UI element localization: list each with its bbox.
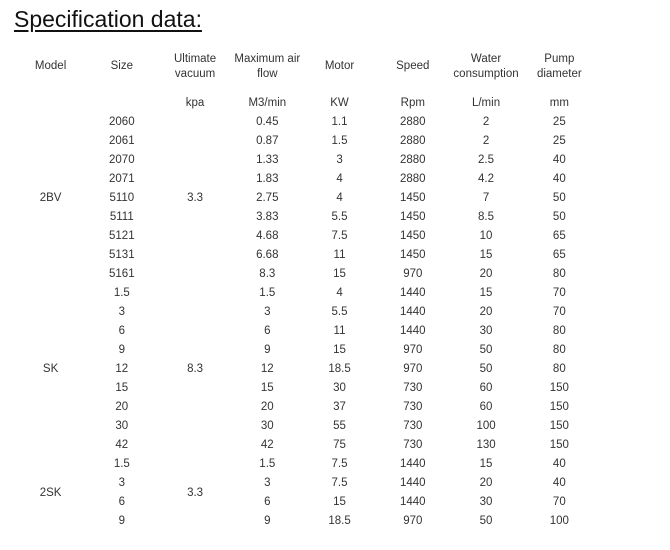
- cell-water-consumption: 15: [479, 458, 493, 470]
- cell-motor: 3: [336, 154, 343, 166]
- cell-water-consumption: 20: [479, 477, 493, 489]
- model-cell: 2SK: [39, 486, 62, 499]
- cell-size: 5111: [109, 211, 134, 223]
- cell-max-air-flow: 6: [264, 325, 271, 337]
- cell-size: 2061: [109, 135, 135, 147]
- cell-max-air-flow: 0.87: [256, 135, 279, 147]
- cell-size: 3: [118, 306, 126, 318]
- cell-motor: 1.1: [331, 116, 348, 128]
- cell-water-consumption: 4.2: [478, 173, 495, 185]
- cell-speed: 1440: [399, 325, 426, 337]
- cell-motor: 55: [333, 420, 346, 432]
- unit-size: [85, 94, 158, 113]
- table-row: [16, 189, 596, 208]
- cell-pump-diameter: 70: [552, 287, 566, 299]
- cell-max-air-flow: 0.45: [256, 116, 279, 128]
- table-row: [16, 246, 596, 265]
- cell-motor: 5.5: [331, 306, 348, 318]
- cell-size: 9: [118, 515, 126, 527]
- cell-water-consumption: 20: [479, 268, 493, 280]
- cell-max-air-flow: 1.33: [256, 154, 279, 166]
- table-row: [16, 398, 596, 417]
- cell-max-air-flow: 3: [264, 306, 271, 318]
- cell-size: 15: [115, 382, 129, 394]
- cell-motor: 7.5: [331, 458, 348, 470]
- cell-pump-diameter: 150: [549, 382, 569, 394]
- cell-size: 1.5: [113, 458, 130, 470]
- cell-pump-diameter: 100: [549, 515, 569, 527]
- cell-pump-diameter: 65: [552, 249, 566, 261]
- cell-pump-diameter: 40: [552, 458, 566, 470]
- cell-speed: 1450: [399, 211, 426, 223]
- cell-motor: 7.5: [331, 230, 348, 242]
- cell-speed: 970: [403, 268, 423, 280]
- cell-speed: 730: [403, 420, 423, 432]
- cell-max-air-flow: 8.3: [259, 268, 276, 280]
- cell-speed: 730: [403, 401, 423, 413]
- cell-speed: 970: [403, 344, 423, 356]
- cell-size: 2070: [109, 154, 135, 166]
- cell-speed: 970: [403, 515, 423, 527]
- cell-motor: 75: [333, 439, 346, 451]
- cell-size: 2071: [109, 173, 135, 185]
- ultimate-vacuum-cell: 8.3: [187, 363, 204, 375]
- cell-water-consumption: 2.5: [478, 154, 495, 166]
- cell-pump-diameter: 50: [552, 192, 566, 204]
- header-size: Size: [110, 60, 133, 72]
- cell-motor: 11: [333, 325, 346, 337]
- table-row: [16, 493, 596, 512]
- cell-speed: 2880: [399, 154, 426, 166]
- cell-size: 3: [118, 477, 126, 489]
- cell-pump-diameter: 150: [549, 420, 569, 432]
- table-row: [16, 284, 596, 303]
- table-row: [16, 379, 596, 398]
- ultimate-vacuum-cell: 3.3: [187, 192, 204, 204]
- cell-size: 6: [118, 496, 126, 508]
- cell-pump-diameter: 40: [552, 477, 566, 489]
- cell-motor: 18.5: [328, 515, 351, 527]
- cell-speed: 2880: [399, 135, 426, 147]
- cell-water-consumption: 8.5: [478, 211, 495, 223]
- header-model: Model: [34, 60, 67, 72]
- unit-vacuum: kpa: [185, 97, 205, 109]
- cell-max-air-flow: 20: [260, 401, 274, 413]
- cell-motor: 4: [336, 287, 343, 299]
- table-row: [16, 132, 596, 151]
- cell-pump-diameter: 80: [552, 344, 566, 356]
- cell-motor: 30: [333, 382, 346, 394]
- cell-motor: 1.5: [331, 135, 348, 147]
- table-row: [16, 455, 596, 474]
- cell-max-air-flow: 6.68: [256, 249, 279, 261]
- cell-water-consumption: 10: [479, 230, 493, 242]
- cell-pump-diameter: 70: [552, 306, 566, 318]
- units-row: [16, 94, 596, 113]
- cell-motor: 15: [333, 344, 346, 356]
- cell-speed: 730: [403, 382, 423, 394]
- cell-motor: 37: [333, 401, 346, 413]
- table-body: [16, 113, 596, 531]
- cell-motor: 15: [333, 496, 346, 508]
- cell-water-consumption: 2: [482, 135, 490, 147]
- cell-size: 6: [118, 325, 126, 337]
- ultimate-vacuum-cell: 3.3: [187, 486, 204, 499]
- cell-size: 42: [115, 439, 129, 451]
- unit-pump: mm: [549, 97, 569, 109]
- cell-speed: 1440: [399, 496, 426, 508]
- table-row: [16, 151, 596, 170]
- cell-motor: 18.5: [328, 363, 351, 375]
- cell-size: 5161: [109, 268, 135, 280]
- cell-speed: 1450: [399, 192, 426, 204]
- cell-size: 5110: [109, 192, 135, 204]
- cell-water-consumption: 20: [479, 306, 493, 318]
- cell-max-air-flow: 3.83: [256, 211, 279, 223]
- cell-speed: 1450: [399, 249, 426, 261]
- cell-pump-diameter: 80: [552, 268, 566, 280]
- header-speed: Speed: [396, 60, 430, 72]
- cell-water-consumption: 2: [482, 116, 490, 128]
- cell-water-consumption: 60: [479, 382, 493, 394]
- table-row: [16, 265, 596, 284]
- table-row: [16, 436, 596, 455]
- cell-motor: 4: [336, 192, 343, 204]
- cell-max-air-flow: 9: [264, 344, 271, 356]
- cell-size: 9: [118, 344, 126, 356]
- cell-water-consumption: 100: [476, 420, 496, 432]
- cell-max-air-flow: 15: [260, 382, 274, 394]
- cell-motor: 5.5: [331, 211, 348, 223]
- cell-water-consumption: 50: [479, 344, 493, 356]
- table-row: [16, 303, 596, 322]
- cell-pump-diameter: 40: [552, 154, 566, 166]
- cell-max-air-flow: 1.83: [256, 173, 279, 185]
- cell-water-consumption: 7: [482, 192, 490, 204]
- cell-pump-diameter: 25: [552, 116, 566, 128]
- cell-max-air-flow: 1.5: [259, 287, 276, 299]
- table-row: [16, 360, 596, 379]
- cell-pump-diameter: 70: [552, 496, 566, 508]
- table-row: [16, 417, 596, 436]
- cell-motor: 4: [336, 173, 343, 185]
- cell-water-consumption: 60: [479, 401, 493, 413]
- cell-size: 1.5: [113, 287, 130, 299]
- cell-size: 5121: [109, 230, 135, 242]
- cell-speed: 2880: [399, 173, 426, 185]
- cell-speed: 970: [403, 363, 423, 375]
- unit-model: [16, 94, 85, 113]
- cell-water-consumption: 50: [479, 363, 493, 375]
- page-title: Specification data:: [14, 6, 202, 32]
- cell-motor: 15: [333, 268, 346, 280]
- cell-speed: 1440: [399, 287, 426, 299]
- cell-motor: 11: [333, 249, 346, 261]
- table-row: [16, 474, 596, 493]
- cell-max-air-flow: 2.75: [256, 192, 279, 204]
- table-header: [16, 48, 596, 113]
- cell-speed: 1440: [399, 477, 426, 489]
- header-pump-diameter: Pump diameter: [536, 52, 582, 80]
- cell-pump-diameter: 150: [549, 439, 569, 451]
- cell-max-air-flow: 42: [260, 439, 274, 451]
- header-motor: Motor: [324, 60, 355, 72]
- cell-water-consumption: 30: [479, 496, 493, 508]
- cell-size: 12: [115, 363, 129, 375]
- cell-max-air-flow: 1.5: [259, 458, 276, 470]
- table-row: [16, 113, 596, 132]
- table-row: [16, 227, 596, 246]
- cell-max-air-flow: 12: [260, 363, 274, 375]
- table-row: [16, 208, 596, 227]
- cell-speed: 1440: [399, 458, 426, 470]
- cell-size: 30: [115, 420, 129, 432]
- cell-pump-diameter: 80: [552, 363, 566, 375]
- cell-max-air-flow: 3: [264, 477, 271, 489]
- header-max-air-flow: Maximum air flow: [234, 52, 301, 80]
- cell-water-consumption: 15: [479, 287, 493, 299]
- cell-pump-diameter: 40: [552, 173, 566, 185]
- unit-air-flow: M3/min: [248, 97, 287, 109]
- header-ultimate-vacuum: Ultimate vacuum: [173, 52, 217, 80]
- spec-table: [16, 48, 596, 531]
- cell-water-consumption: 30: [479, 325, 493, 337]
- cell-max-air-flow: 30: [260, 420, 274, 432]
- cell-speed: 2880: [399, 116, 426, 128]
- cell-pump-diameter: 80: [552, 325, 566, 337]
- table-row: [16, 170, 596, 189]
- cell-speed: 1450: [399, 230, 426, 242]
- table-row: [16, 512, 596, 531]
- header-water-consumption: Water consumption: [453, 52, 519, 80]
- cell-water-consumption: 50: [479, 515, 493, 527]
- cell-max-air-flow: 4.68: [256, 230, 279, 242]
- cell-size: 2060: [109, 116, 135, 128]
- cell-speed: 1440: [399, 306, 426, 318]
- cell-water-consumption: 15: [479, 249, 493, 261]
- cell-pump-diameter: 150: [549, 401, 569, 413]
- table-row: [16, 341, 596, 360]
- cell-max-air-flow: 6: [264, 496, 271, 508]
- cell-pump-diameter: 50: [552, 211, 566, 223]
- cell-water-consumption: 130: [476, 439, 496, 451]
- cell-size: 5131: [109, 249, 135, 261]
- model-cell: 2BV: [39, 192, 62, 204]
- cell-pump-diameter: 65: [552, 230, 566, 242]
- cell-speed: 730: [403, 439, 423, 451]
- cell-motor: 7.5: [331, 477, 348, 489]
- model-cell: SK: [42, 363, 59, 375]
- cell-max-air-flow: 9: [264, 515, 271, 527]
- cell-pump-diameter: 25: [552, 135, 566, 147]
- table-row: [16, 322, 596, 341]
- unit-speed: Rpm: [400, 97, 425, 109]
- cell-size: 20: [115, 401, 129, 413]
- unit-motor: KW: [330, 97, 349, 109]
- unit-water: L/min: [471, 97, 501, 109]
